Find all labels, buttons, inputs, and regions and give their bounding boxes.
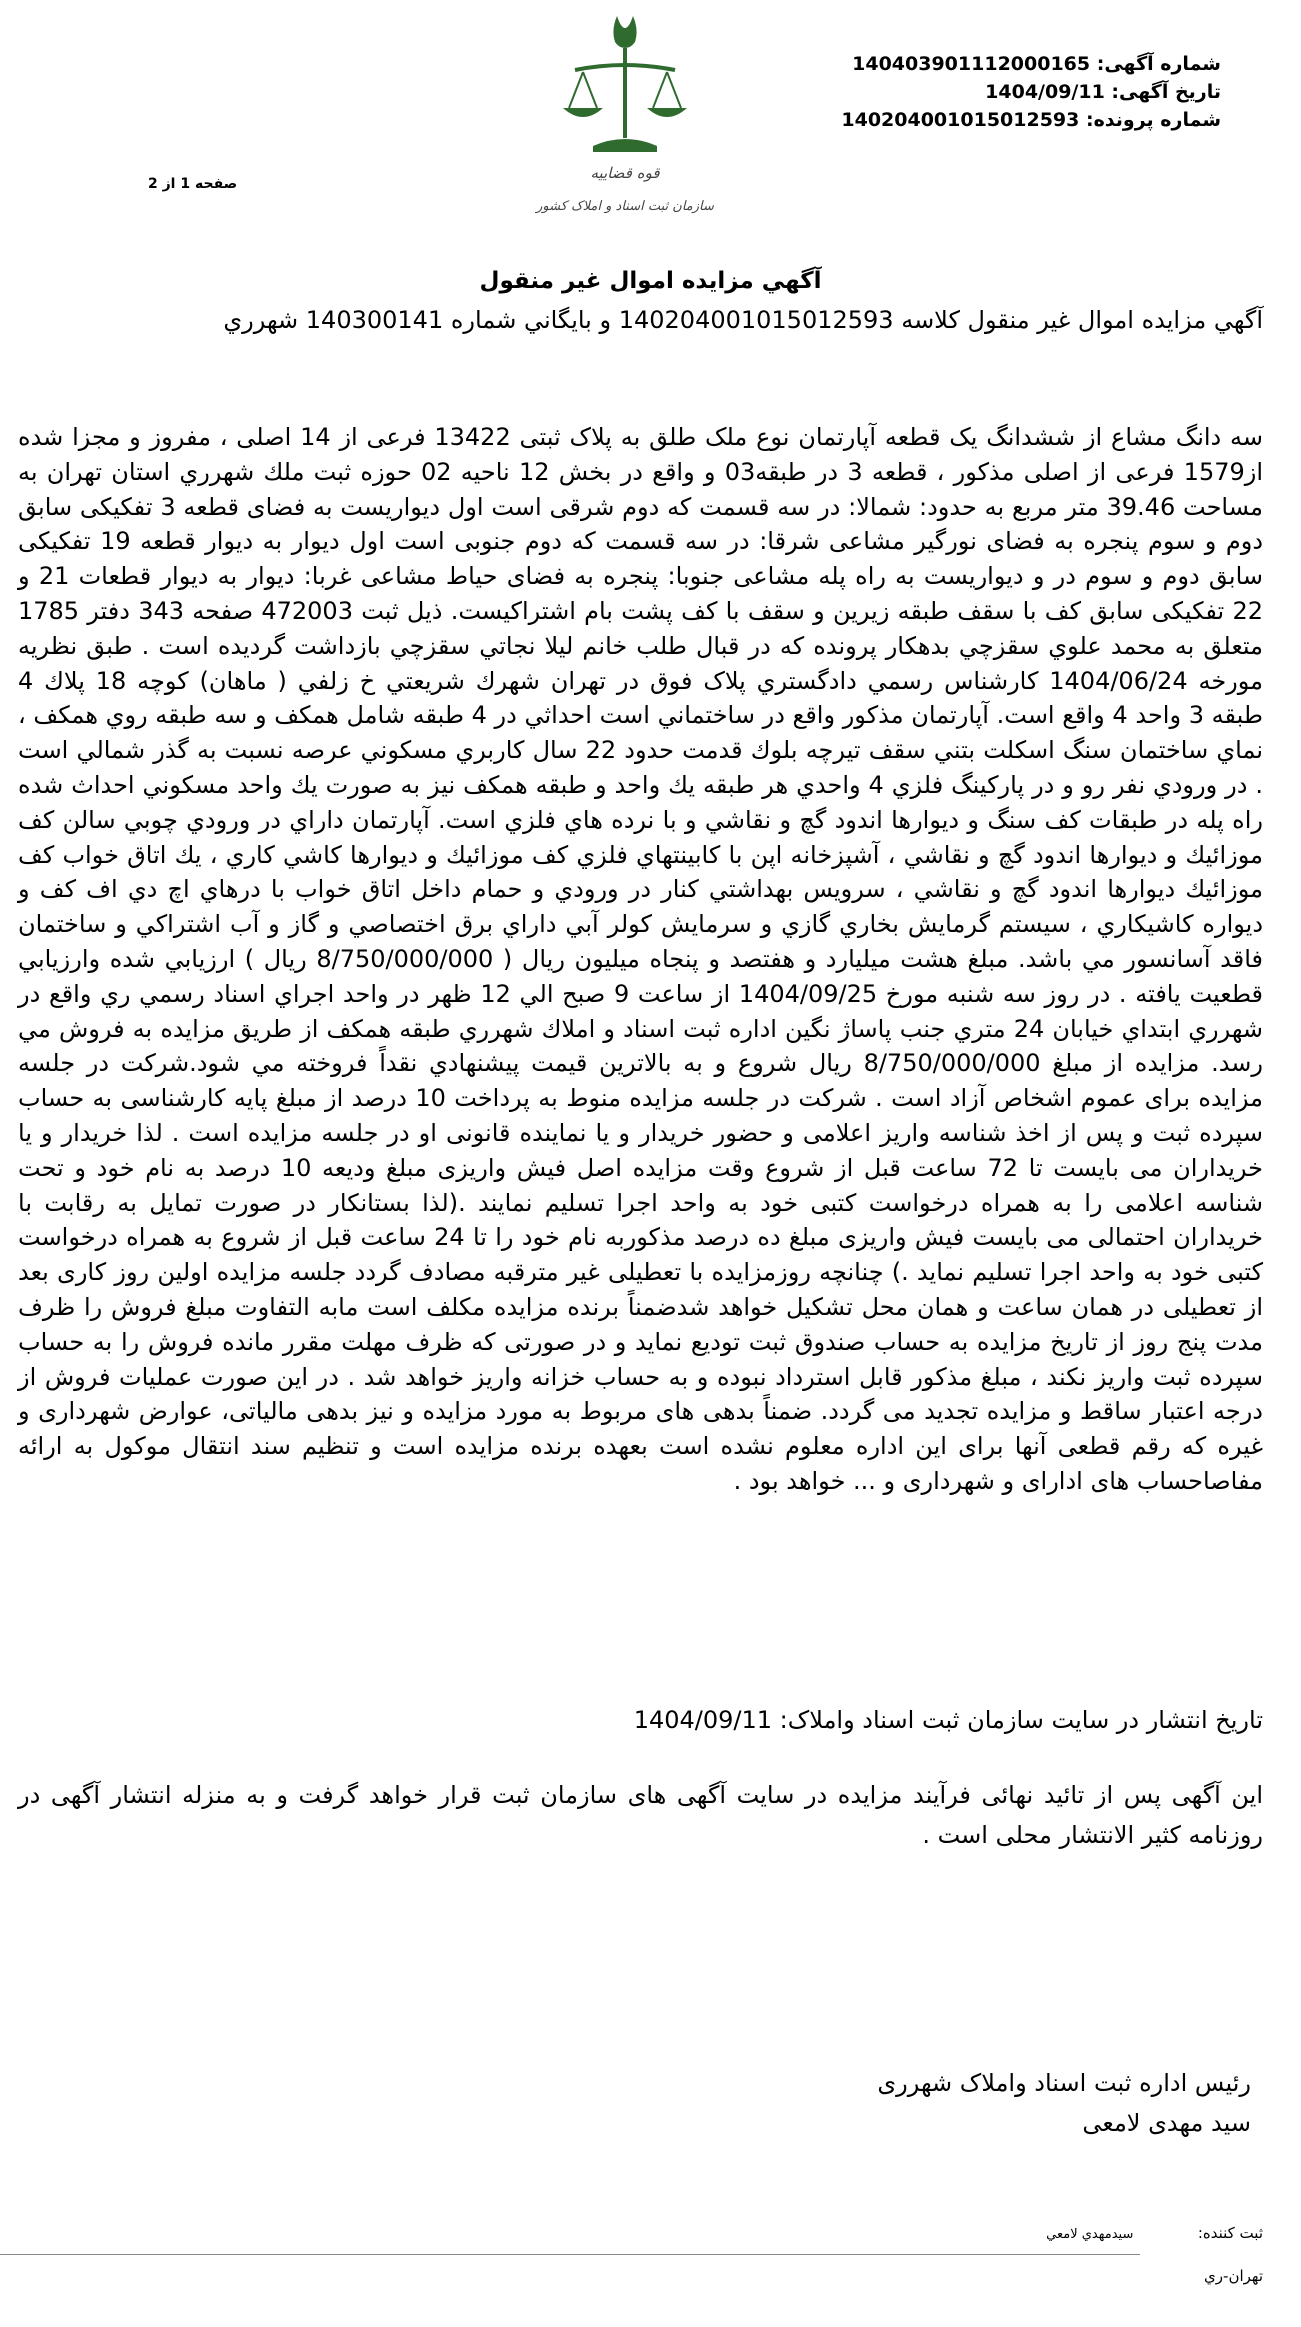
publication-date: تاریخ انتشار در سایت سازمان ثبت اسناد واملاک: 1404/09/11 — [633, 1706, 1263, 1734]
signature-block — [877, 2063, 1251, 2143]
registrar-region: تهران-ري — [1204, 2267, 1263, 2285]
page-indicator: صفحه 1 از 2 — [148, 176, 238, 192]
ad-number-label: شماره آگهی: — [1096, 53, 1221, 75]
ad-date-line — [661, 78, 1221, 106]
file-number-line — [661, 106, 1221, 134]
notice-intro: آگهي مزايده اموال غير منقول كلاسه 140204001015012593 و بايگاني شماره 140300141 شهرري — [223, 306, 1263, 334]
emblem-text-bottom: سازمان ثبت اسناد و املاک کشور — [536, 199, 714, 214]
ad-date: 1404/09/11 — [985, 81, 1105, 103]
notice-title: آگهي مزايده اموال غير منقول — [479, 268, 822, 294]
signatory-position: رئیس اداره ثبت اسناد واملاک شهرری — [877, 2069, 1251, 2097]
registrar-label: ثبت کننده: — [1197, 2224, 1263, 2242]
file-number: 140204001015012593 — [841, 109, 1080, 131]
registrar-name: سيدمهدي لامعي — [1046, 2227, 1134, 2242]
ad-number-line — [661, 50, 1221, 78]
ad-date-label: تاریخ آگهی: — [1111, 81, 1221, 103]
file-number-label: شماره پرونده: — [1085, 109, 1221, 131]
judiciary-emblem-icon — [535, 8, 715, 233]
closing-note: این آگهی پس از تائید نهائی فرآیند مزایده در سایت آگهی های سازمان ثبت قرار خواهد گرفت و به منزله انتشار آگهی در روزنامه کثیر الانتشار محلی است . — [18, 1781, 1263, 1849]
ad-number: 140403901112000165 — [852, 53, 1091, 75]
signatory-name: سید مهدی لامعی — [1082, 2109, 1251, 2137]
registrar-divider — [0, 2254, 1140, 2255]
ad-metadata — [661, 50, 1221, 134]
registrar-line — [1046, 2215, 1263, 2253]
notice-body: سه دانگ مشاع از ششدانگ یک قطعه آپارتمان نوع ملک طلق به پلاک ثبتی 13422 فرعی از 14 اصلی ، مفروز و مجزا شده از1579 فرعی از اصلی مذکور ، قطعه 3 در طبقه03 و واقع در بخش 12 ناحیه 02 حوزه ثبت ملك شهرري استان تهران به مساحت 39.46 متر مربع به حدود: شمالا: در سه قسمت که دوم شرقی است اول دیواریست به فضای قطعه 3 تفکیکی سابق دوم و سوم پنجره به فضای نورگیر مشاعی شرقا: در سه قسمت که دوم جنوبی است اول دیوار به دیوار قطعه 19 تفکیکی سابق دوم و سوم در و دیواریست به راه پله مشاعی جنوبا: پنجره به فضای حیاط مشاعی غربا: دیوار به دیوار قطعات 21 و 22 تفکیکی سابق کف با سقف طبقه زیرین و سقف با کف پشت بام اشتراکیست. ذیل ثبت 472003 صفحه 343 دفتر 1785 متعلق به محمد علوي سقزچي بدهكار پرونده كه در قبال طلب خانم ليلا نجاتي سقزچي بازداشت گرديده است . طبق نظريه مورخه 1404/06/24 كارشناس رسمي دادگستري پلاک فوق در تهران شهرك شريعتي خ زلفي ( ماهان) كوچه 18 پلاك 4 طبقه 3 واحد 4 واقع است. آپارتمان مذكور واقع در ساختماني است احداثي در 4 طبقه شامل همكف و سه طبقه روي همكف ، نماي ساختمان سنگ اسكلت بتني سقف تيرچه بلوك قدمت حدود 22 سال كاربري مسكوني عرصه نسبت به گذر شمالي است . در ورودي نفر رو و در پاركينگ فلزي 4 واحدي هر طبقه يك واحد و طبقه همكف نيز به صورت يك واحد مسكوني احداث شده راه پله در طبقات كف سنگ و ديوارها اندود گچ و نقاشي و با نرده هاي فلزي است. آپارتمان داراي در ورودي چوبي سالن كف موزائيك و ديوارها اندود گچ و نقاشي ، آشپزخانه اپن با كابينتهاي فلزي كف موزائيك و ديوارها كاشي كاري ، يك اتاق خواب كف موزائيك ديوارها اندود گچ و نقاشي ، سرويس بهداشتي كنار در ورودي و حمام داخل اتاق خواب با درهاي اچ دي اف كف و ديواره كاشيكاري ، سيستم گرمايش بخاري گازي و سرمايش كولر آبي داراي برق اختصاصي و گاز و آب اشتراكي و ساختمان فاقد آسانسور مي باشد. مبلغ هشت ميليارد و هفتصد و پنجاه ميليون ريال ( 8/750/000/000 ريال ) ارزيابي شده وارزيابي قطعيت يافته . در روز سه شنبه مورخ 1404/09/25 از ساعت 9 صبح الي 12 ظهر در واحد اجراي اسناد رسمي ري واقع در شهرري ابتداي خيابان 24 متري جنب پاساژ نگين اداره ثبت اسناد و املاك شهرري طبقه همكف از طريق مزايده به فروش مي رسد. مزايده از مبلغ 8/750/000/000 ريال شروع و به بالاترين قيمت پيشنهادي نقداً فروخته مي شود.شرکت در جلسه مزایده برای عموم اشخاص آزاد است . شرکت در جلسه مزایده منوط به پرداخت 10 درصد از مبلغ پایه کارشناسی به حساب سپرده ثبت و پس از اخذ شناسه واریز اعلامی و حضور خریدار و یا نماینده قانونی او در جلسه مزایده است . لذا خریدار و یا خریداران می بایست تا 72 ساعت قبل از شروع وقت مزایده اصل فیش واریزی مبلغ ودیعه 10 درصد به نام خود و تحت شناسه اعلامی را به همراه درخواست کتبی خود به واحد اجرا تسلیم نمایند .(لذا بستانکار در صورت تمایل به رقابت با خریداران احتمالی می بایست فیش واریزی مبلغ ده درصد مذکوربه نام خود را تا 24 ساعت قبل از شروع به همراه درخواست کتبی خود به واحد اجرا تسلیم نماید .) چنانچه روزمزایده با تعطیلی غیر مترقبه مصادف گردد جلسه مزایده اولین روز کاری بعد از تعطیلی در همان ساعت و همان محل تشکیل خواهد شدضمناً برنده مزایده مکلف است مابه التفاوت مبلغ فروش را ظرف مدت پنج روز از تاریخ مزایده به حساب صندوق ثبت تودیع نماید و در صورتی که ظرف مهلت مقرر مانده فروش را به حساب سپرده ثبت واریز نکند ، مبلغ مذکور قابل استرداد نبوده و به حساب خزانه واریز خواهد شد . در این صورت عملیات فروش از درجه اعتبار ساقط و مزایده تجدید می گردد. ضمناً بدهی های مربوط به مورد مزایده و نیز بدهی مالیاتی، عوارض شهرداری و غیره که رقم قطعی آنها برای این اداره معلوم نشده است بعهده برنده مزایده است و تنظیم سند انتقال موکول به ارائه مفاصاحساب های ادارای و شهرداری و ... خواهد بود . — [18, 423, 1264, 1495]
emblem-text-top: قوه قضاییه — [590, 164, 660, 182]
